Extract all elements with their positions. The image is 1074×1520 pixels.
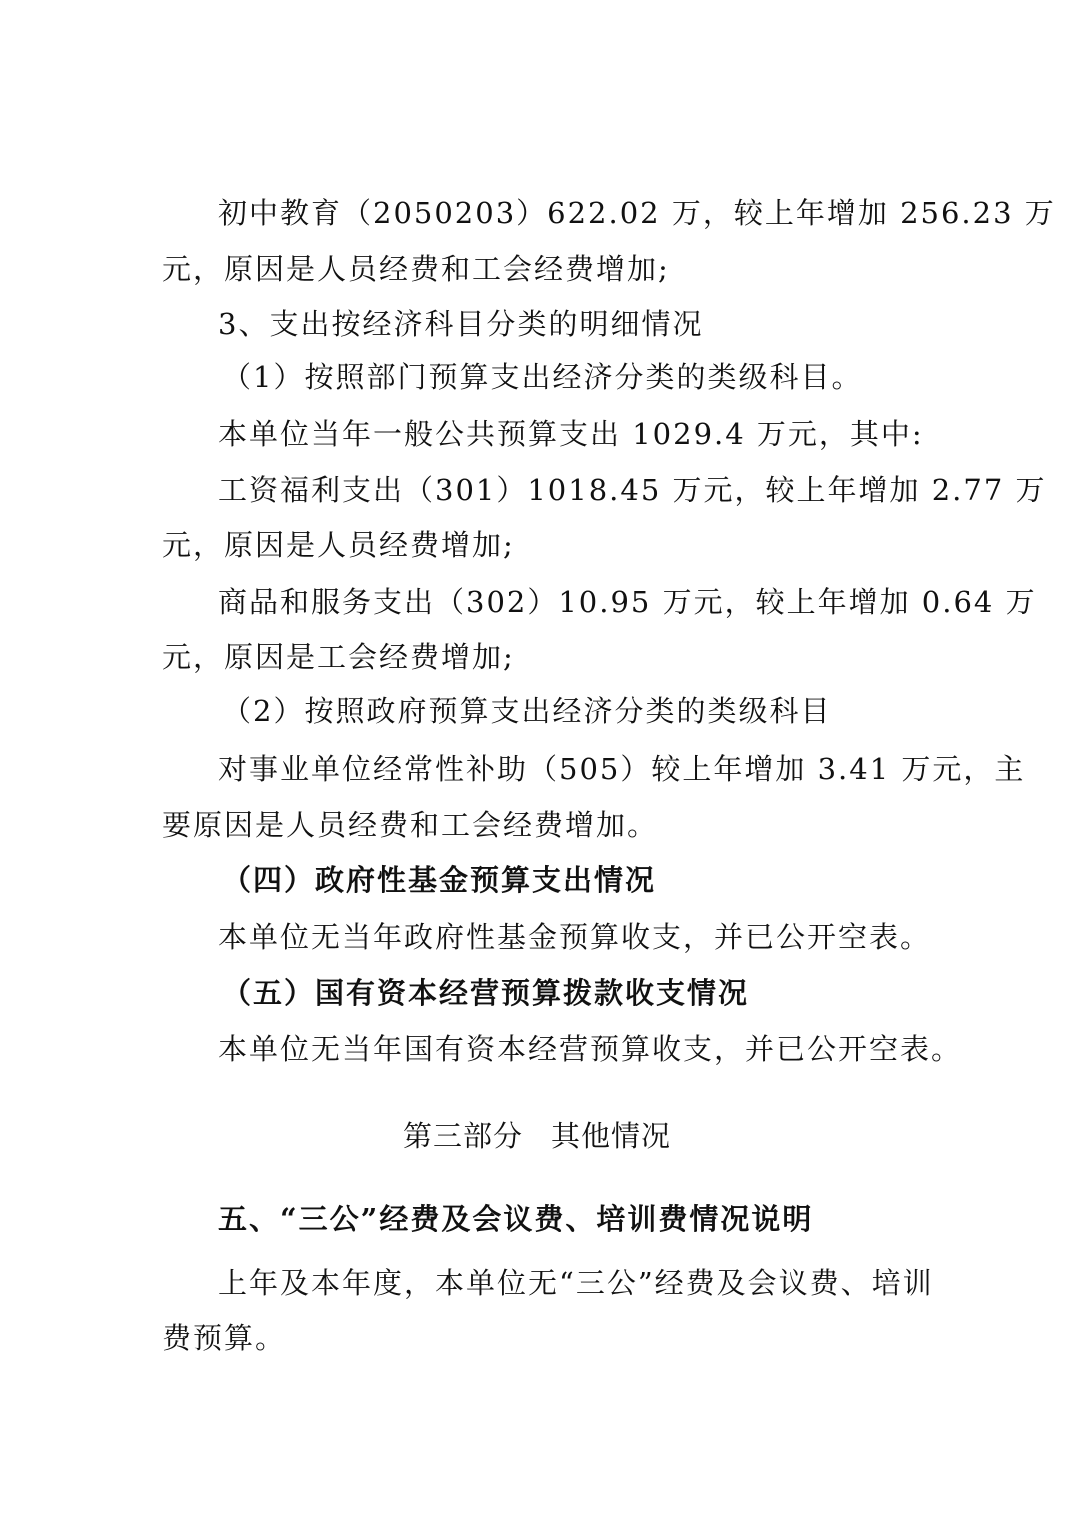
paragraph-three-public-line2: 费预算。 [162,1321,287,1355]
paragraph-subsidy-line2: 要原因是人员经费和工会经费增加。 [162,808,659,842]
paragraph-three-public-line1: 上年及本年度，本单位无“三公”经费及会议费、培训 [218,1266,934,1300]
paragraph-junior-high-line2: 元，原因是人员经费和工会经费增加; [162,252,670,286]
paragraph-salary-line1: 工资福利支出（301）1018.45 万元，较上年增加 2.77 万 [218,473,1047,507]
heading-gov-fund-budget: （四）政府性基金预算支出情况 [222,863,657,897]
heading-three-public-expenses: 五、“三公”经费及会议费、培训费情况说明 [218,1202,814,1236]
paragraph-salary-line2: 元，原因是人员经费增加; [162,528,515,562]
part-three-heading [0,1116,1074,1156]
paragraph-goods-services-line2: 元，原因是工会经费增加; [162,640,515,674]
paragraph-state-capital-empty: 本单位无当年国有资本经营预算收支，并已公开空表。 [218,1032,963,1066]
part-three-title: 其他情况 [551,1119,672,1153]
paragraph-goods-services-line1: 商品和服务支出（302）10.95 万元，较上年增加 0.64 万 [218,585,1037,619]
paragraph-dept-budget-category: （1）按照部门预算支出经济分类的类级科目。 [222,360,863,394]
heading-state-capital-budget: （五）国有资本经营预算拨款收支情况 [222,976,750,1010]
paragraph-subsidy-line1: 对事业单位经常性补助（505）较上年增加 3.41 万元，主 [218,752,1026,786]
paragraph-gov-budget-category: （2）按照政府预算支出经济分类的类级科目 [222,694,832,728]
paragraph-general-budget-total: 本单位当年一般公共预算支出 1029.4 万元，其中: [218,417,924,451]
paragraph-economic-category-title: 3、支出按经济科目分类的明细情况 [218,307,704,341]
part-three-number: 第三部分 [402,1119,523,1153]
paragraph-gov-fund-empty: 本单位无当年政府性基金预算收支，并已公开空表。 [218,920,932,954]
paragraph-junior-high-line1: 初中教育（2050203）622.02 万，较上年增加 256.23 万 [218,196,1056,230]
